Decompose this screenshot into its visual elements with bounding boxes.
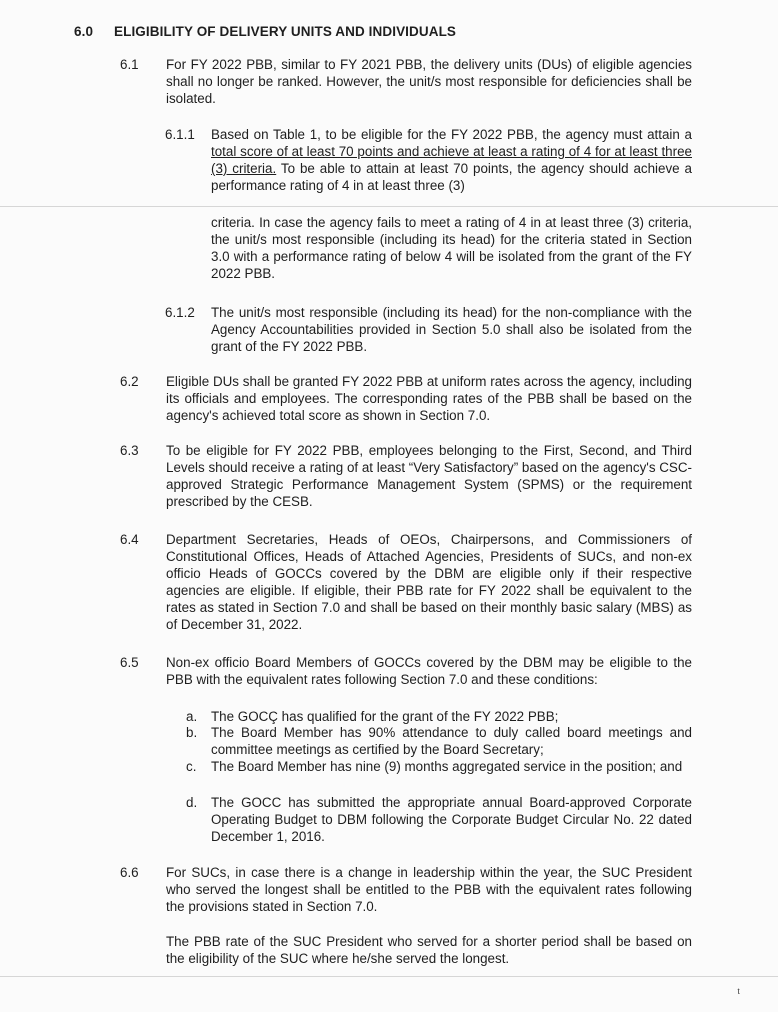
list-marker: c. xyxy=(186,759,197,774)
clause-text: criteria. In case the agency fails to meet a rating of 4 in at least three (3) criteria, the unit/s most responsible (including its head) for the criteria stated in Section 3.0 with a performance rating of below 4 will be isolated from the grant of the FY 2022 PBB. xyxy=(211,215,692,281)
scan-seam xyxy=(0,976,778,977)
list-marker: b. xyxy=(186,725,198,740)
clause-text: To be eligible for FY 2022 PBB, employees belonging to the First, Second, and Third Levels should receive a rating of at least “Very Satisfactory” based on the agency's CSC-approved Strategic Performance Management System (SPMS) or the requirement prescribed by the CESB. xyxy=(166,443,692,509)
list-marker: d. xyxy=(186,795,198,810)
clause-6-4 xyxy=(120,531,692,633)
clause-text: Non-ex officio Board Members of GOCCs covered by the DBM may be eligible to the PBB with the equivalent rates following Section 7.0 and these conditions: xyxy=(166,655,692,687)
clause-number: 6.6 xyxy=(120,865,139,880)
clause-text: Department Secretaries, Heads of OEOs, Chairpersons, and Commissioners of Constitutional Offices, Heads of Attached Agencies, Presidents of SUCs, and non-ex officio Heads of GOCCs covered by the DBM are eligible only if their respective agencies are eligible. If eligible, their PBB rate for FY 2022 shall be equivalent to the rates as stated in Section 7.0 and shall be based on their monthly basic salary (MBS) as of December 31, 2022. xyxy=(166,532,692,632)
condition-d xyxy=(186,794,692,845)
clause-number: 6.1.1 xyxy=(165,127,195,142)
section-title: ELIGIBILITY OF DELIVERY UNITS AND INDIVIDUALS xyxy=(114,24,457,39)
scan-seam xyxy=(0,206,778,207)
clause-6-1-1-continued xyxy=(211,214,692,282)
clause-6-1 xyxy=(120,56,692,107)
clause-6-3 xyxy=(120,442,692,510)
clause-text: The PBB rate of the SUC President who served for a shorter period shall be based on the eligibility of the SUC where he/she served the longest. xyxy=(166,934,692,966)
list-marker: a. xyxy=(186,709,198,724)
clause-6-6 xyxy=(120,864,692,915)
condition-a xyxy=(186,708,692,725)
clause-text: For FY 2022 PBB, similar to FY 2021 PBB, the delivery units (DUs) of eligible agencies shall no longer be ranked. However, the unit/s most responsible for deficiencies shall be isolated. xyxy=(166,57,692,106)
clause-6-6-paragraph-2 xyxy=(166,933,692,967)
condition-text: The Board Member has nine (9) months aggregated service in the position; and xyxy=(211,759,683,774)
clause-number: 6.1 xyxy=(120,57,139,72)
clause-6-1-1 xyxy=(165,126,692,194)
condition-b xyxy=(186,724,692,758)
condition-text: The Board Member has 90% attendance to duly called board meetings and committee meetings as certified by the Board Secretary; xyxy=(211,725,692,757)
clause-6-1-2 xyxy=(165,304,692,355)
clause-text: For SUCs, in case there is a change in leadership within the year, the SUC President who served the longest shall be entitled to the PBB with the equivalent rates following the provisions stated in Section 7.0. xyxy=(166,865,692,914)
condition-text: The GOCC has submitted the appropriate annual Board-approved Corporate Operating Budget to DBM following the Corporate Budget Circular No. 22 dated December 1, 2016. xyxy=(211,795,692,844)
condition-c xyxy=(186,758,692,775)
clause-number: 6.4 xyxy=(120,532,139,547)
condition-text: The GOCÇ has qualified for the grant of the FY 2022 PBB; xyxy=(211,709,559,724)
page-mark: ᵗ xyxy=(737,986,740,1000)
clause-6-2 xyxy=(120,373,692,424)
clause-text: Based on Table 1, to be eligible for the FY 2022 PBB, the agency must attain a xyxy=(211,127,692,142)
clause-text: Eligible DUs shall be granted FY 2022 PBB at uniform rates across the agency, including its officials and employees. The corresponding rates of the PBB shall be based on the agency's achieved total score as shown in Section 7.0. xyxy=(166,374,692,423)
clause-text: The unit/s most responsible (including its head) for the non-compliance with the Agency Accountabilities provided in Section 5.0 shall also be isolated from the grant of the FY 2022 PBB. xyxy=(211,305,692,354)
clause-underlined-text: total score of at least 70 points and achieve at least a rating of 4 for at least three (3) criteria. xyxy=(211,144,692,176)
clause-number: 6.2 xyxy=(120,374,139,389)
section-number: 6.0 xyxy=(74,24,94,39)
clause-number: 6.3 xyxy=(120,443,139,458)
clause-number: 6.1.2 xyxy=(165,305,195,320)
clause-6-5 xyxy=(120,654,692,688)
clause-text: To be able to attain at least 70 points, the agency should achieve a performance rating of 4 in at least three (3) xyxy=(211,161,692,193)
clause-number: 6.5 xyxy=(120,655,139,670)
section-heading xyxy=(74,24,456,39)
